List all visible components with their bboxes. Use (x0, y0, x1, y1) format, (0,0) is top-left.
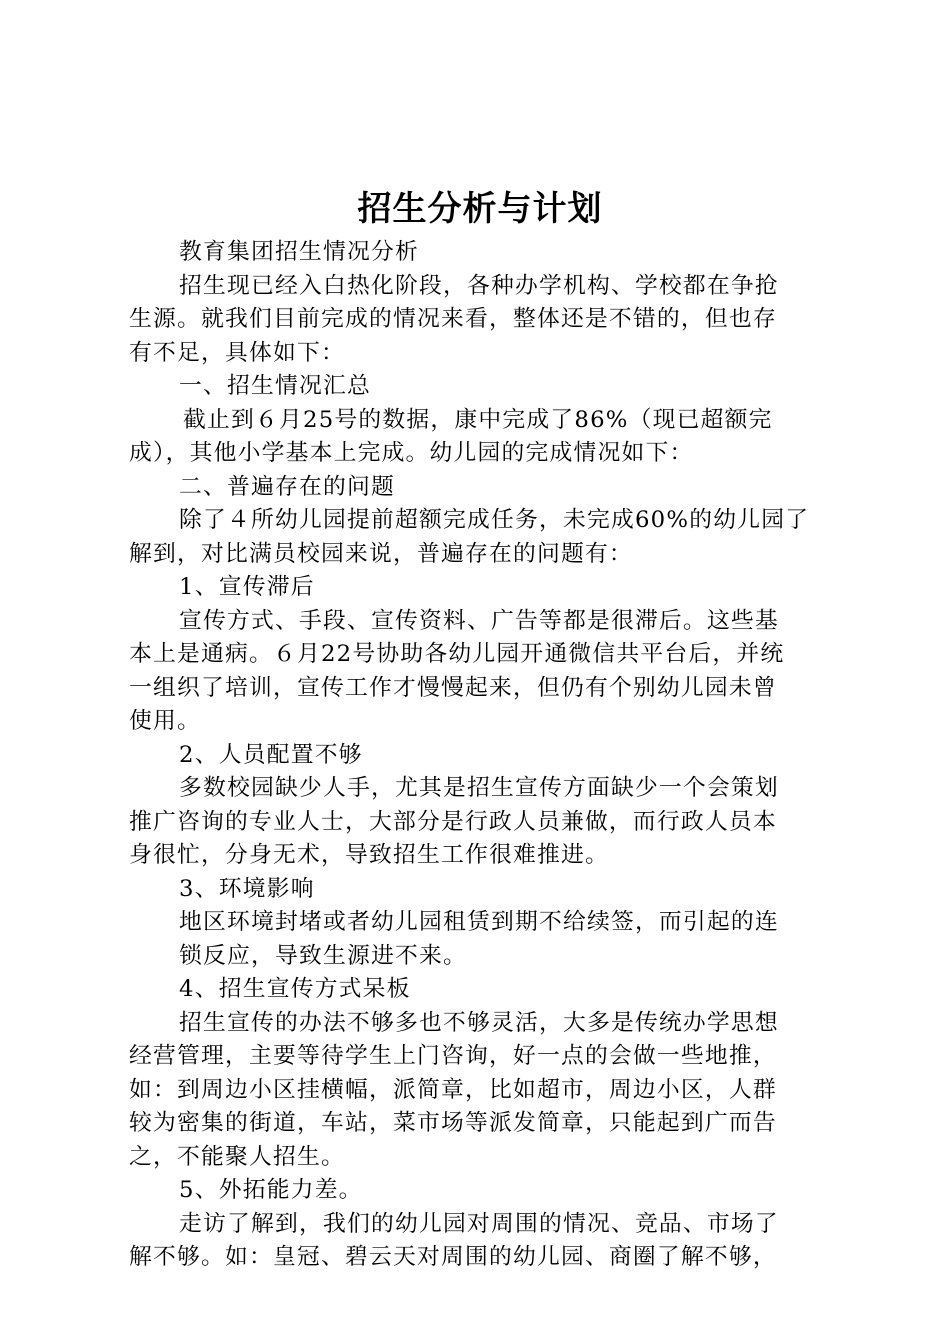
subsection-heading: 3、环境影响 (179, 875, 315, 902)
section-heading: 二、普遍存在的问题 (179, 473, 395, 500)
paragraph-line: 一组织了培训，宣传工作才慢慢起来，但仍有个别幼儿园未曾 (129, 674, 777, 701)
paragraph-line: 如：到周边小区挂横幅，派简章，比如超市，周边小区，人群 (129, 1076, 777, 1103)
paragraph-line: 宣传方式、手段、宣传资料、广告等都是很滞后。这些基 (179, 607, 779, 634)
paragraph-line: 地区环境封堵或者幼儿园租赁到期不给续签，而引起的连 (179, 909, 779, 935)
paragraph-line: 除了４所幼儿园提前超额完成任务，未完成60%的幼儿园了 (179, 507, 810, 533)
subsection-heading: 1、宣传滞后 (179, 574, 315, 600)
subsection-heading: 5、外拓能力差。 (179, 1177, 363, 1203)
paragraph-line: 解到，对比满员校园来说，普遍存在的问题有： (129, 540, 633, 567)
paragraph-line: 身很忙，分身无术，导致招生工作很难推进。 (129, 842, 609, 868)
paragraph-line: 经营管理，主要等待学生上门咨询，好一点的会做一些地推， (129, 1043, 777, 1069)
document-title: 招生分析与计划 (357, 189, 603, 229)
paragraph-line: 解不够。如：皇冠、碧云天对周围的幼儿园、商圈了解不够， (129, 1244, 777, 1270)
section-heading: 一、招生情况汇总 (179, 373, 371, 399)
paragraph-line: 较为密集的街道，车站，菜市场等派发简章，只能起到广而告 (129, 1110, 777, 1136)
subsection-heading: 4、招生宣传方式呆板 (179, 976, 411, 1002)
paragraph-line: 使用。 (129, 708, 201, 734)
paragraph-line: 生源。就我们目前完成的情况来看，整体还是不错的，但也存 (129, 306, 777, 332)
paragraph-line: 走访了解到，我们的幼儿园对周围的情况、竞品、市场了 (179, 1210, 779, 1237)
paragraph-line: 锁反应，导致生源进不来。 (179, 942, 467, 969)
paragraph-line: 本上是通病。６月22号协助各幼儿园开通微信共平台后，并统 (129, 641, 785, 667)
paragraph-line: 有不足，具体如下： (129, 339, 345, 366)
paragraph-line: 多数校园缺少人手，尤其是招生宣传方面缺少一个会策划 (179, 775, 779, 801)
paragraph-line: 招生宣传的办法不够多也不够灵活，大多是传统办学思想 (179, 1009, 779, 1036)
subsection-heading: 2、人员配置不够 (179, 741, 363, 768)
paragraph-line: 成），其他小学基本上完成。幼儿园的完成情况如下： (129, 440, 694, 466)
paragraph-line: 之，不能聚人招生。 (129, 1143, 345, 1170)
paragraph-line: 截止到６月25号的数据，康中完成了86%（现已超额完 (183, 406, 773, 433)
paragraph-line: 招生现已经入白热化阶段，各种办学机构、学校都在争抢 (179, 272, 779, 299)
paragraph-line: 推广咨询的专业人士，大部分是行政人员兼做，而行政人员本 (129, 808, 777, 835)
section-heading: 教育集团招生情况分析 (179, 239, 419, 265)
document-body (129, 236, 833, 1275)
